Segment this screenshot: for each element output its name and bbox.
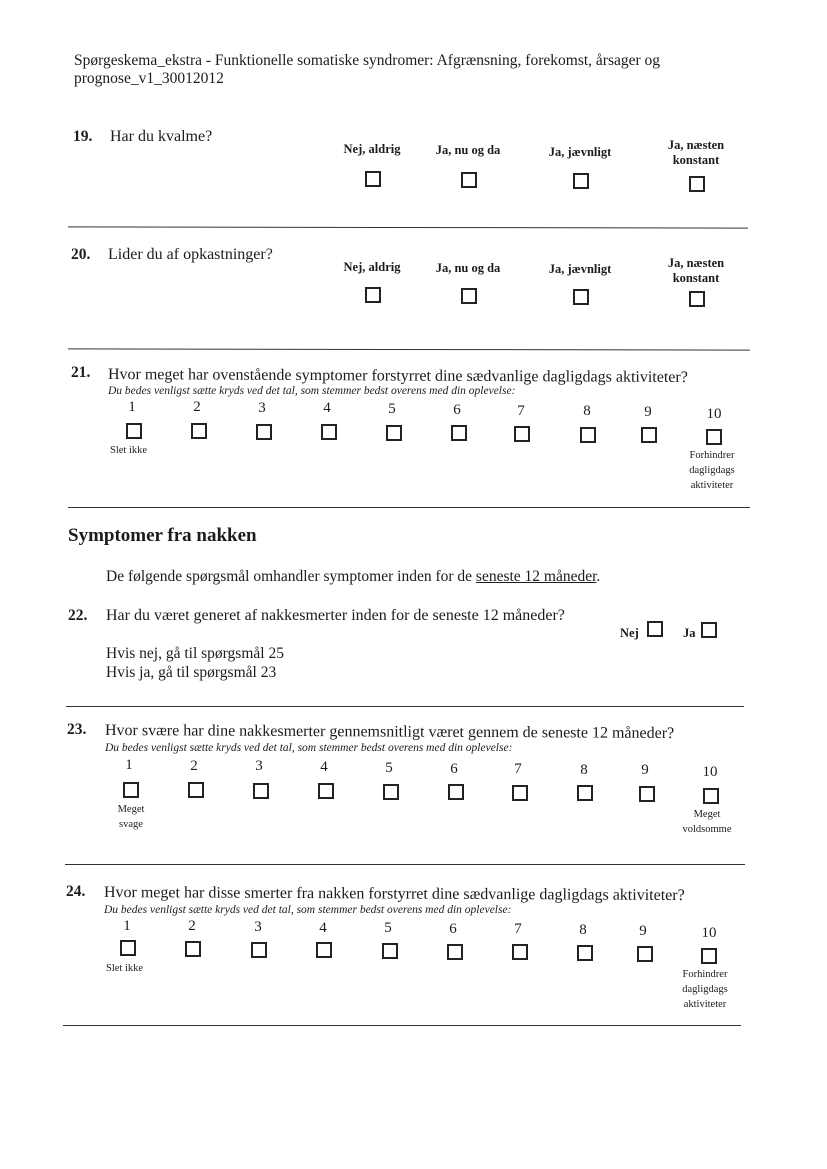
q19-checkbox-nej-aldrig[interactable] (365, 171, 381, 187)
q21-scale-number: 9 (644, 404, 652, 420)
q21-checkbox-8[interactable] (580, 427, 596, 443)
q23-scale-number: 5 (385, 760, 393, 776)
divider (63, 1025, 741, 1026)
q21-checkbox-4[interactable] (321, 424, 337, 440)
q23-scale-number: 1 (125, 757, 133, 773)
section-intro (106, 568, 600, 586)
divider (68, 507, 750, 508)
q24-checkbox-9[interactable] (637, 946, 653, 962)
q22-number: 22. (68, 607, 88, 624)
q21-scale-number: 8 (583, 403, 591, 419)
q22-no-label: Nej (620, 626, 639, 640)
q24-checkbox-2[interactable] (185, 941, 201, 957)
q23-scale-number: 9 (641, 762, 649, 778)
q21-checkbox-5[interactable] (386, 425, 402, 441)
q21-scale-number: 6 (453, 402, 461, 418)
q23-scale-number: 6 (450, 761, 458, 777)
q20-checkbox-ja-naesten-konstant[interactable] (689, 291, 705, 307)
q22-skip-no: Hvis nej, gå til spørgsmål 25 (106, 645, 284, 662)
section-title: Symptomer fra nakken (68, 525, 257, 546)
divider (65, 864, 745, 865)
q21-checkbox-7[interactable] (514, 426, 530, 442)
q22-text: Har du været generet af nakkesmerter inden for de seneste 12 måneder? (106, 607, 565, 624)
q23-checkbox-6[interactable] (448, 784, 464, 800)
q24-checkbox-10[interactable] (701, 948, 717, 964)
section-intro-suffix: . (596, 568, 601, 585)
q21-checkbox-10[interactable] (706, 429, 722, 445)
q23-checkbox-4[interactable] (318, 783, 334, 799)
q20-option-label: Nej, aldrig (343, 260, 401, 274)
q23-checkbox-8[interactable] (577, 785, 593, 801)
q19-checkbox-ja-nu-og-da[interactable] (461, 172, 477, 188)
document-header: Spørgeskema_ekstra - Funktionelle somatiske syndromer: Afgrænsning, forekomst, årsager og prognose_v1_30012012 (74, 52, 661, 87)
q21-scale-number: 1 (128, 399, 136, 415)
section-intro-emphasis: seneste 12 måneder (475, 568, 597, 585)
q23-text: Hvor svære har dine nakkesmerter gennemsnitligt været gennem de seneste 12 måneder? (104, 722, 675, 742)
q19-option-label: Nej, aldrig (343, 142, 401, 156)
q24-checkbox-4[interactable] (316, 942, 332, 958)
q23-scale-number: 7 (514, 761, 522, 777)
q23-checkbox-10[interactable] (703, 788, 719, 804)
section-intro-prefix: De følgende spørgsmål omhandler symptomer inden for de (106, 568, 476, 585)
q24-scale-number: 9 (639, 923, 647, 939)
q24-scale-number: 10 (701, 925, 717, 941)
q24-checkbox-8[interactable] (577, 945, 593, 961)
q24-text: Hvor meget har disse smerter fra nakken forstyrret dine sædvanlige dagligdags aktiviteter? (103, 884, 685, 905)
q23-checkbox-7[interactable] (512, 785, 528, 801)
q19-option-label: Ja, jævnligt (548, 145, 612, 159)
q20-checkbox-ja-nu-og-da[interactable] (461, 288, 477, 304)
q24-scale-number: 1 (123, 918, 131, 934)
q22-checkbox-ja[interactable] (701, 622, 717, 638)
divider (68, 226, 748, 228)
q23-checkbox-1[interactable] (123, 782, 139, 798)
divider (68, 348, 750, 350)
q23-scale-number: 10 (702, 764, 718, 780)
q23-checkbox-2[interactable] (188, 782, 204, 798)
q21-checkbox-6[interactable] (451, 425, 467, 441)
q21-scale-number: 10 (706, 406, 722, 422)
q20-number: 20. (71, 246, 91, 263)
q21-scale-number: 3 (258, 400, 266, 416)
q22-yes-label: Ja (683, 626, 696, 640)
q20-checkbox-nej-aldrig[interactable] (365, 287, 381, 303)
q19-option-label: Ja, nu og da (435, 143, 501, 157)
q24-scale-number: 8 (579, 922, 587, 938)
q21-scale-number: 5 (388, 401, 396, 417)
q24-checkbox-1[interactable] (120, 940, 136, 956)
q23-scale-number: 8 (580, 762, 588, 778)
q21-text: Hvor meget har ovenstående symptomer forstyrret dine sædvanlige dagligdags aktiviteter? (107, 366, 688, 387)
q21-checkbox-3[interactable] (256, 424, 272, 440)
q19-checkbox-ja-naesten-konstant[interactable] (689, 176, 705, 192)
q21-scale-number: 2 (193, 399, 201, 415)
q21-checkbox-1[interactable] (126, 423, 142, 439)
q19-option-label: Ja, næsten konstant (667, 138, 725, 167)
q21-checkbox-2[interactable] (191, 423, 207, 439)
q21-hint: Du bedes venligst sætte kryds ved det tal, som stemmer bedst overens med din oplevelse: (108, 385, 516, 397)
q22-skip-yes: Hvis ja, gå til spørgsmål 23 (106, 664, 277, 681)
q20-option-label: Ja, næsten konstant (667, 256, 725, 285)
q24-scale-number: 5 (384, 920, 392, 936)
q23-scale-low-anchor: Meget svage (117, 804, 145, 830)
q20-option-label: Ja, nu og da (435, 261, 501, 275)
q24-scale-low-anchor: Slet ikke (106, 963, 144, 974)
q24-scale-number: 7 (514, 921, 522, 937)
q21-scale-number: 4 (323, 400, 331, 416)
q21-scale-number: 7 (517, 403, 525, 419)
q21-number: 21. (71, 364, 91, 381)
q23-checkbox-3[interactable] (253, 783, 269, 799)
q21-checkbox-9[interactable] (641, 427, 657, 443)
q23-hint: Du bedes venligst sætte kryds ved det tal, som stemmer bedst overens med din oplevelse: (105, 742, 513, 754)
q24-scale-number: 6 (449, 921, 457, 937)
q20-text: Lider du af opkastninger? (108, 246, 273, 263)
q20-option-label: Ja, jævnligt (548, 262, 612, 276)
q23-checkbox-9[interactable] (639, 786, 655, 802)
q23-scale-number: 3 (255, 758, 263, 774)
q24-scale-high-anchor: Forhindrer dagligdags aktiviteter (682, 969, 728, 1010)
q24-hint: Du bedes venligst sætte kryds ved det tal, som stemmer bedst overens med din oplevelse: (104, 904, 512, 916)
q24-scale-number: 4 (319, 920, 327, 936)
q24-scale-number: 2 (188, 918, 196, 934)
q22-checkbox-nej[interactable] (647, 621, 663, 637)
q23-number: 23. (67, 721, 87, 738)
q24-scale-number: 3 (254, 919, 262, 935)
q24-checkbox-6[interactable] (447, 944, 463, 960)
q19-number: 19. (73, 128, 93, 145)
q19-text: Har du kvalme? (110, 128, 213, 145)
q23-checkbox-5[interactable] (383, 784, 399, 800)
q20-checkbox-ja-jaevnligt[interactable] (573, 289, 589, 305)
q23-scale-high-anchor: Meget voldsomme (682, 809, 732, 835)
q24-checkbox-7[interactable] (512, 944, 528, 960)
q23-scale-number: 2 (190, 758, 198, 774)
q24-checkbox-5[interactable] (382, 943, 398, 959)
q21-scale-low-anchor: Slet ikke (110, 445, 148, 456)
q24-number: 24. (66, 883, 86, 900)
q21-scale-high-anchor: Forhindrer dagligdags aktiviteter (689, 450, 735, 491)
divider (66, 706, 744, 707)
q24-checkbox-3[interactable] (251, 942, 267, 958)
q23-scale-number: 4 (320, 759, 328, 775)
q19-checkbox-ja-jaevnligt[interactable] (573, 173, 589, 189)
